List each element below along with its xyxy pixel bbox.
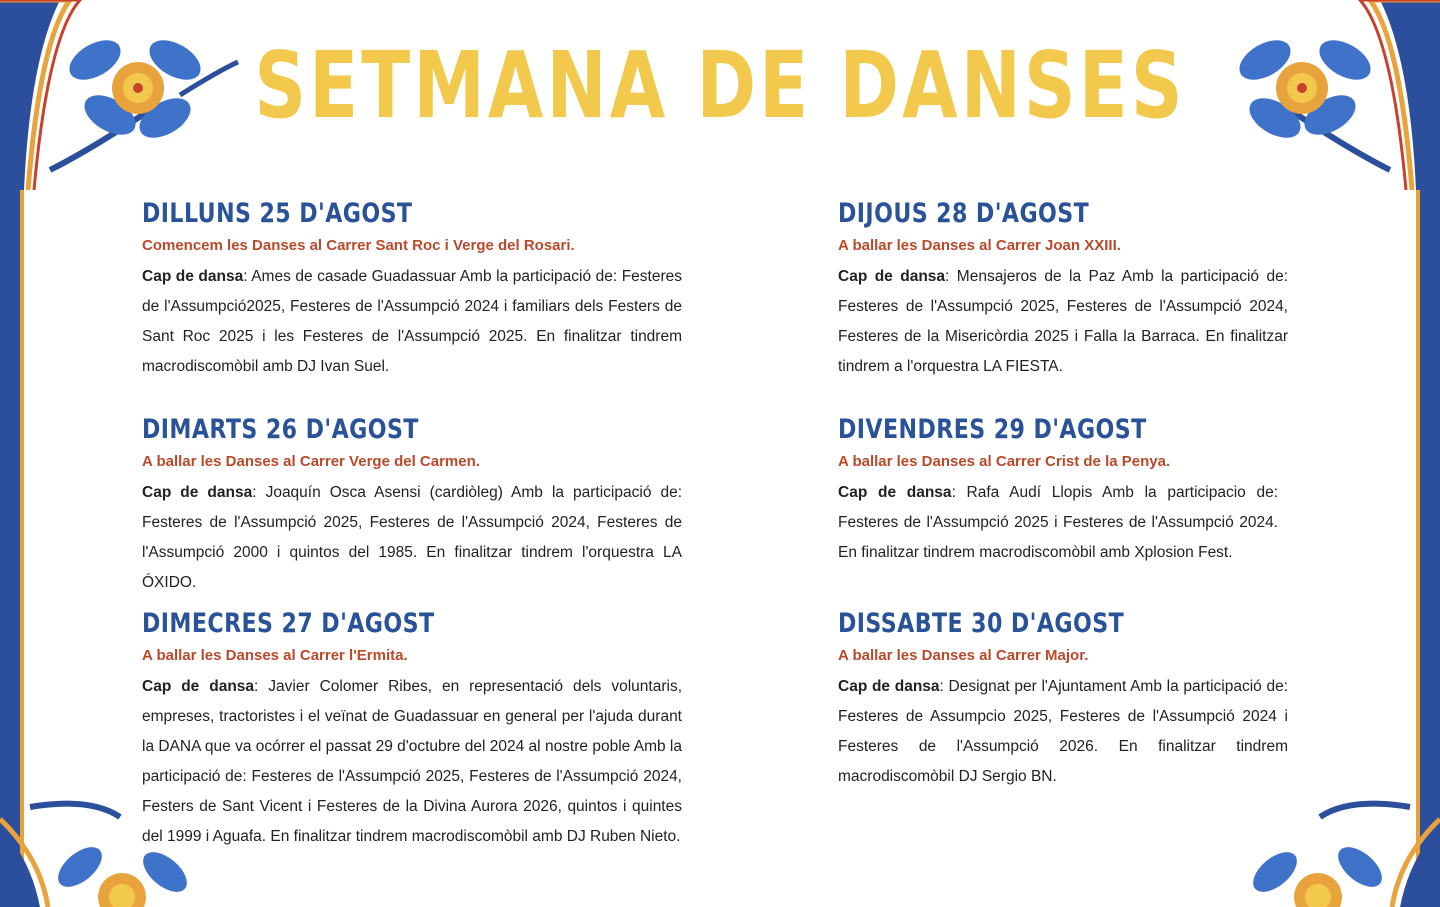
day-description: [142, 672, 682, 852]
day-description-text: : Joaquín Osca Asensi (cardiòleg) Amb la participació de: Festeres de l'Assumpció 2025, Festeres de l'Assumpció 2024, Festeres de l'Assumpció 2000 i quintos del 1985. En finalitzar tindrem l'orquestra LA ÓXIDO.: [142, 484, 683, 591]
day-heading: DIJOUS 28 D'AGOST: [838, 198, 1090, 229]
cap-de-dansa-label: Cap de dansa: [838, 268, 946, 285]
day-subtitle: A ballar les Danses al Carrer l'Ermita.: [142, 647, 408, 664]
day-subtitle: Comencem les Danses al Carrer Sant Roc i Verge del Rosari.: [142, 237, 575, 254]
day-heading: DIMECRES 27 D'AGOST: [142, 608, 435, 639]
day-description: [838, 478, 1278, 568]
day-block-divendres: [838, 414, 1278, 568]
day-block-dijous: [838, 198, 1288, 382]
cap-de-dansa-label: Cap de dansa: [838, 678, 940, 695]
day-subtitle: A ballar les Danses al Carrer Major.: [838, 647, 1089, 664]
day-subtitle: A ballar les Danses al Carrer Verge del Carmen.: [142, 453, 480, 470]
cap-de-dansa-label: Cap de dansa: [142, 484, 253, 501]
day-description-text: : Javier Colomer Ribes, en representació dels voluntaris, empreses, tractoristes i el veïnat de Guadassuar en general per l'ajuda durant la DANA que va ocórrer el passat 29 d'octubre del 2024 al nostre poble Amb la participació de: Festeres de l'Assumpció 2025, Festeres de l'Assumpció 2024, Festers de Sant Vicent i Festeres de la Divina Aurora 2026, quintos i quintes del 1999 i Aguafa. En finalitzar tindrem macrodiscomòbil amb DJ Ruben Nieto.: [142, 678, 682, 845]
day-description-text: : Ames de casade Guadassuar Amb la participació de: Festeres de l'Assumpció2025, Festeres de l'Assumpció 2024 i familiars dels Festers de Sant Roc 2025 i les Festeres de l'Assumpció 2025. En finalitzar tindrem macrodiscomòbil amb DJ Ivan Suel.: [142, 268, 682, 375]
day-block-dimarts: [142, 414, 682, 598]
day-description-text: : Designat per l'Ajuntament Amb la participació de: Festeres de Assumpcio 2025, Festeres de l'Assumpció 2024 i Festeres de l'Assumpció 2026. En finalitzar tindrem macrodiscomòbil DJ Sergio BN.: [838, 678, 1288, 785]
day-subtitle: A ballar les Danses al Carrer Crist de la Penya.: [838, 453, 1171, 470]
day-description: [142, 478, 682, 598]
cap-de-dansa-label: Cap de dansa: [838, 484, 952, 501]
day-heading: DILLUNS 25 D'AGOST: [142, 198, 413, 229]
day-heading: DIMARTS 26 D'AGOST: [142, 414, 419, 445]
day-description-text: : Rafa Audí Llopis Amb la participacio de: Festeres de l'Assumpció 2025 i Festeres de l'Assumpció 2024. En finalitzar tindrem macrodiscomòbil amb Xplosion Fest.: [838, 484, 1279, 561]
day-heading: DIVENDRES 29 D'AGOST: [838, 414, 1147, 445]
day-block-dilluns: [142, 198, 682, 382]
cap-de-dansa-label: Cap de dansa: [142, 268, 244, 285]
day-description-text: : Mensajeros de la Paz Amb la participació de: Festeres de l'Assumpció 2025, Festeres de l'Assumpció 2024, Festeres de la Misericòrdia 2025 i Falla la Barraca. En finalitzar tindrem a l'orquestra LA FIESTA.: [838, 268, 1289, 375]
day-block-dimecres: [142, 608, 682, 852]
page-title: SETMANA DE DANSES: [254, 32, 1186, 139]
day-description: [838, 262, 1288, 382]
day-description: [142, 262, 682, 382]
day-block-dissabte: [838, 608, 1288, 792]
day-description: [838, 672, 1288, 792]
cap-de-dansa-label: Cap de dansa: [142, 678, 255, 695]
day-heading: DISSABTE 30 D'AGOST: [838, 608, 1125, 639]
blue-flower-icon: [1220, 797, 1440, 907]
day-subtitle: A ballar les Danses al Carrer Joan XXIII.: [838, 237, 1121, 254]
